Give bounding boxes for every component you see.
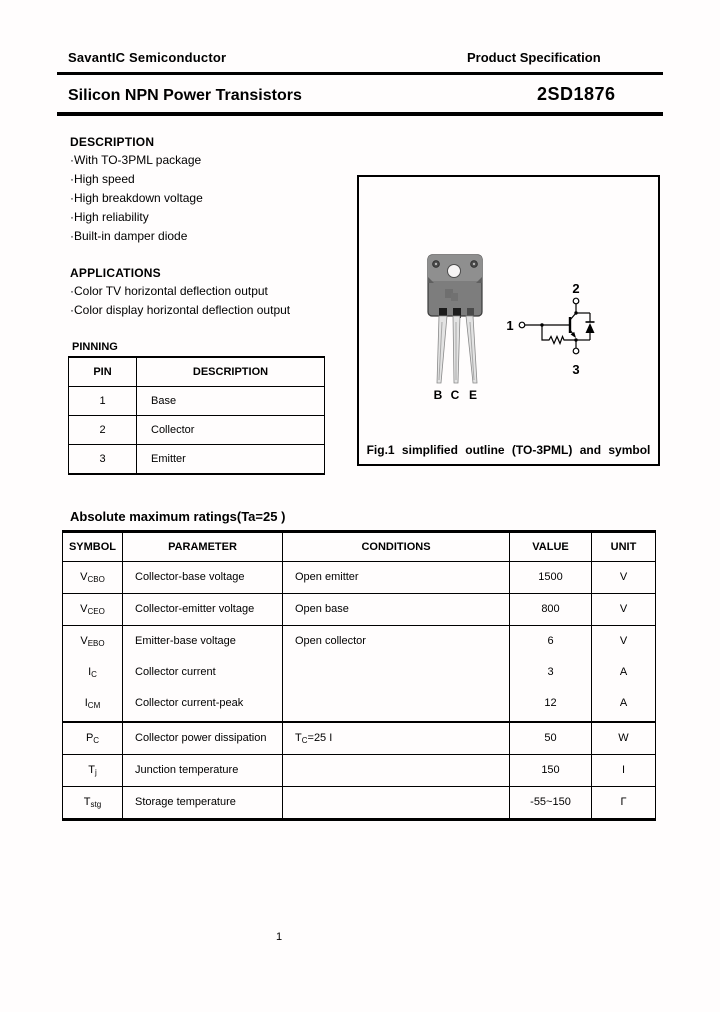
value-group: 6 3 12 (510, 626, 592, 721)
ratings-table (62, 530, 656, 821)
value: 800 (510, 594, 592, 625)
description-item: ·With TO-3PML package (70, 153, 202, 167)
ratings-row-vceo (63, 594, 655, 626)
pin-description: Collector (151, 424, 195, 436)
col-value: VALUE (510, 533, 592, 561)
conditions-group: Open collector (283, 626, 510, 721)
col-unit: UNIT (610, 541, 637, 553)
conditions: $T_C=25$ I (283, 723, 510, 754)
conditions: Open emitter (283, 562, 510, 593)
pin-number: 2 (69, 416, 137, 444)
title-rule (57, 112, 663, 116)
application-item: ·Color display horizontal deflection output (70, 303, 291, 317)
pin-number: 3 (69, 445, 137, 473)
ratings-row-group (63, 626, 655, 723)
lead-label-e: E (468, 388, 478, 402)
package-outline-drawing (428, 255, 482, 402)
pin-number: 1 (69, 387, 137, 415)
parameter: Collector power dissipation (123, 723, 283, 754)
symbol-pin-1-label: 1 (506, 318, 514, 333)
symbol: $T_{stg}$ (63, 787, 123, 818)
value: 1500 (510, 562, 592, 593)
value: 150 (510, 755, 592, 786)
conditions: Open base (283, 594, 510, 625)
conditions (283, 755, 510, 786)
symbol: $T_j$ (63, 755, 123, 786)
company-name: SavantIC Semiconductor (68, 50, 227, 65)
pinning-col-pin: PIN (69, 358, 137, 386)
lead-label-b: B (433, 388, 443, 402)
part-number: 2SD1876 (537, 84, 616, 104)
figure-drawing (359, 177, 658, 437)
ratings-heading: Absolute maximum ratings(Ta=25 ) (70, 509, 286, 524)
description-heading: DESCRIPTION (70, 135, 155, 149)
symbol: $V_{CEO}$ (63, 594, 123, 625)
unit: V (619, 571, 628, 583)
unit: Γ (620, 796, 627, 808)
parameter: Collector-base voltage (123, 562, 283, 593)
header-rule (57, 72, 663, 75)
description-list (70, 151, 203, 246)
figure-box (357, 175, 660, 466)
value: -55~150 (510, 787, 592, 818)
pinning-row (69, 387, 324, 416)
parameter-group: Emitter-base voltage Collector current Collector current-peak (123, 626, 283, 721)
pin-description: Base (151, 395, 177, 407)
pinning-row (69, 416, 324, 445)
unit: W (618, 732, 629, 744)
parameter: Junction temperature (123, 755, 283, 786)
pinning-header-row (69, 358, 324, 387)
description-item: ·High speed (70, 172, 135, 186)
ratings-row-vcbo (63, 562, 655, 594)
pinning-col-description: DESCRIPTION (192, 366, 269, 378)
symbol: $V_{CBO}$ (63, 562, 123, 593)
value: 50 (510, 723, 592, 754)
ratings-header-row (63, 533, 655, 562)
ratings-row-pc (63, 723, 655, 755)
description-item: ·High breakdown voltage (70, 191, 203, 205)
symbol-group: $V_{EBO}$ $I_C$ $I_{CM}$ (63, 626, 123, 721)
unit-group: V A A (619, 635, 628, 709)
pinning-table (68, 356, 325, 475)
pinning-row (69, 445, 324, 473)
pin-description: Emitter (151, 453, 186, 465)
spec-label: Product Specification (467, 50, 601, 65)
symbol-pin-2-label: 2 (572, 281, 580, 296)
ratings-row-tstg (63, 787, 655, 818)
col-parameter: PARAMETER (123, 533, 283, 561)
parameter: Collector-emitter voltage (123, 594, 283, 625)
symbol: $P_C$ (63, 723, 123, 754)
description-item: ·Built-in damper diode (70, 229, 188, 243)
applications-heading: APPLICATIONS (70, 266, 161, 280)
symbol-pin-3-label: 3 (572, 362, 580, 377)
ratings-row-tj (63, 755, 655, 787)
parameter: Storage temperature (123, 787, 283, 818)
page-number: 1 (276, 931, 283, 943)
unit: V (619, 603, 628, 615)
conditions (283, 787, 510, 818)
transistor-symbol (506, 281, 594, 377)
page-title: Silicon NPN Power Transistors (68, 87, 302, 104)
applications-list (70, 282, 290, 320)
unit: I (621, 764, 626, 776)
figure-caption: Fig.1 simplified outline (TO-3PML) and symbol (366, 443, 651, 457)
col-conditions: CONDITIONS (283, 533, 510, 561)
application-item: ·Color TV horizontal deflection output (70, 284, 268, 298)
col-symbol: SYMBOL (63, 533, 123, 561)
pinning-heading: PINNING (72, 341, 118, 353)
description-item: ·High reliability (70, 210, 149, 224)
lead-label-c: C (450, 388, 460, 402)
